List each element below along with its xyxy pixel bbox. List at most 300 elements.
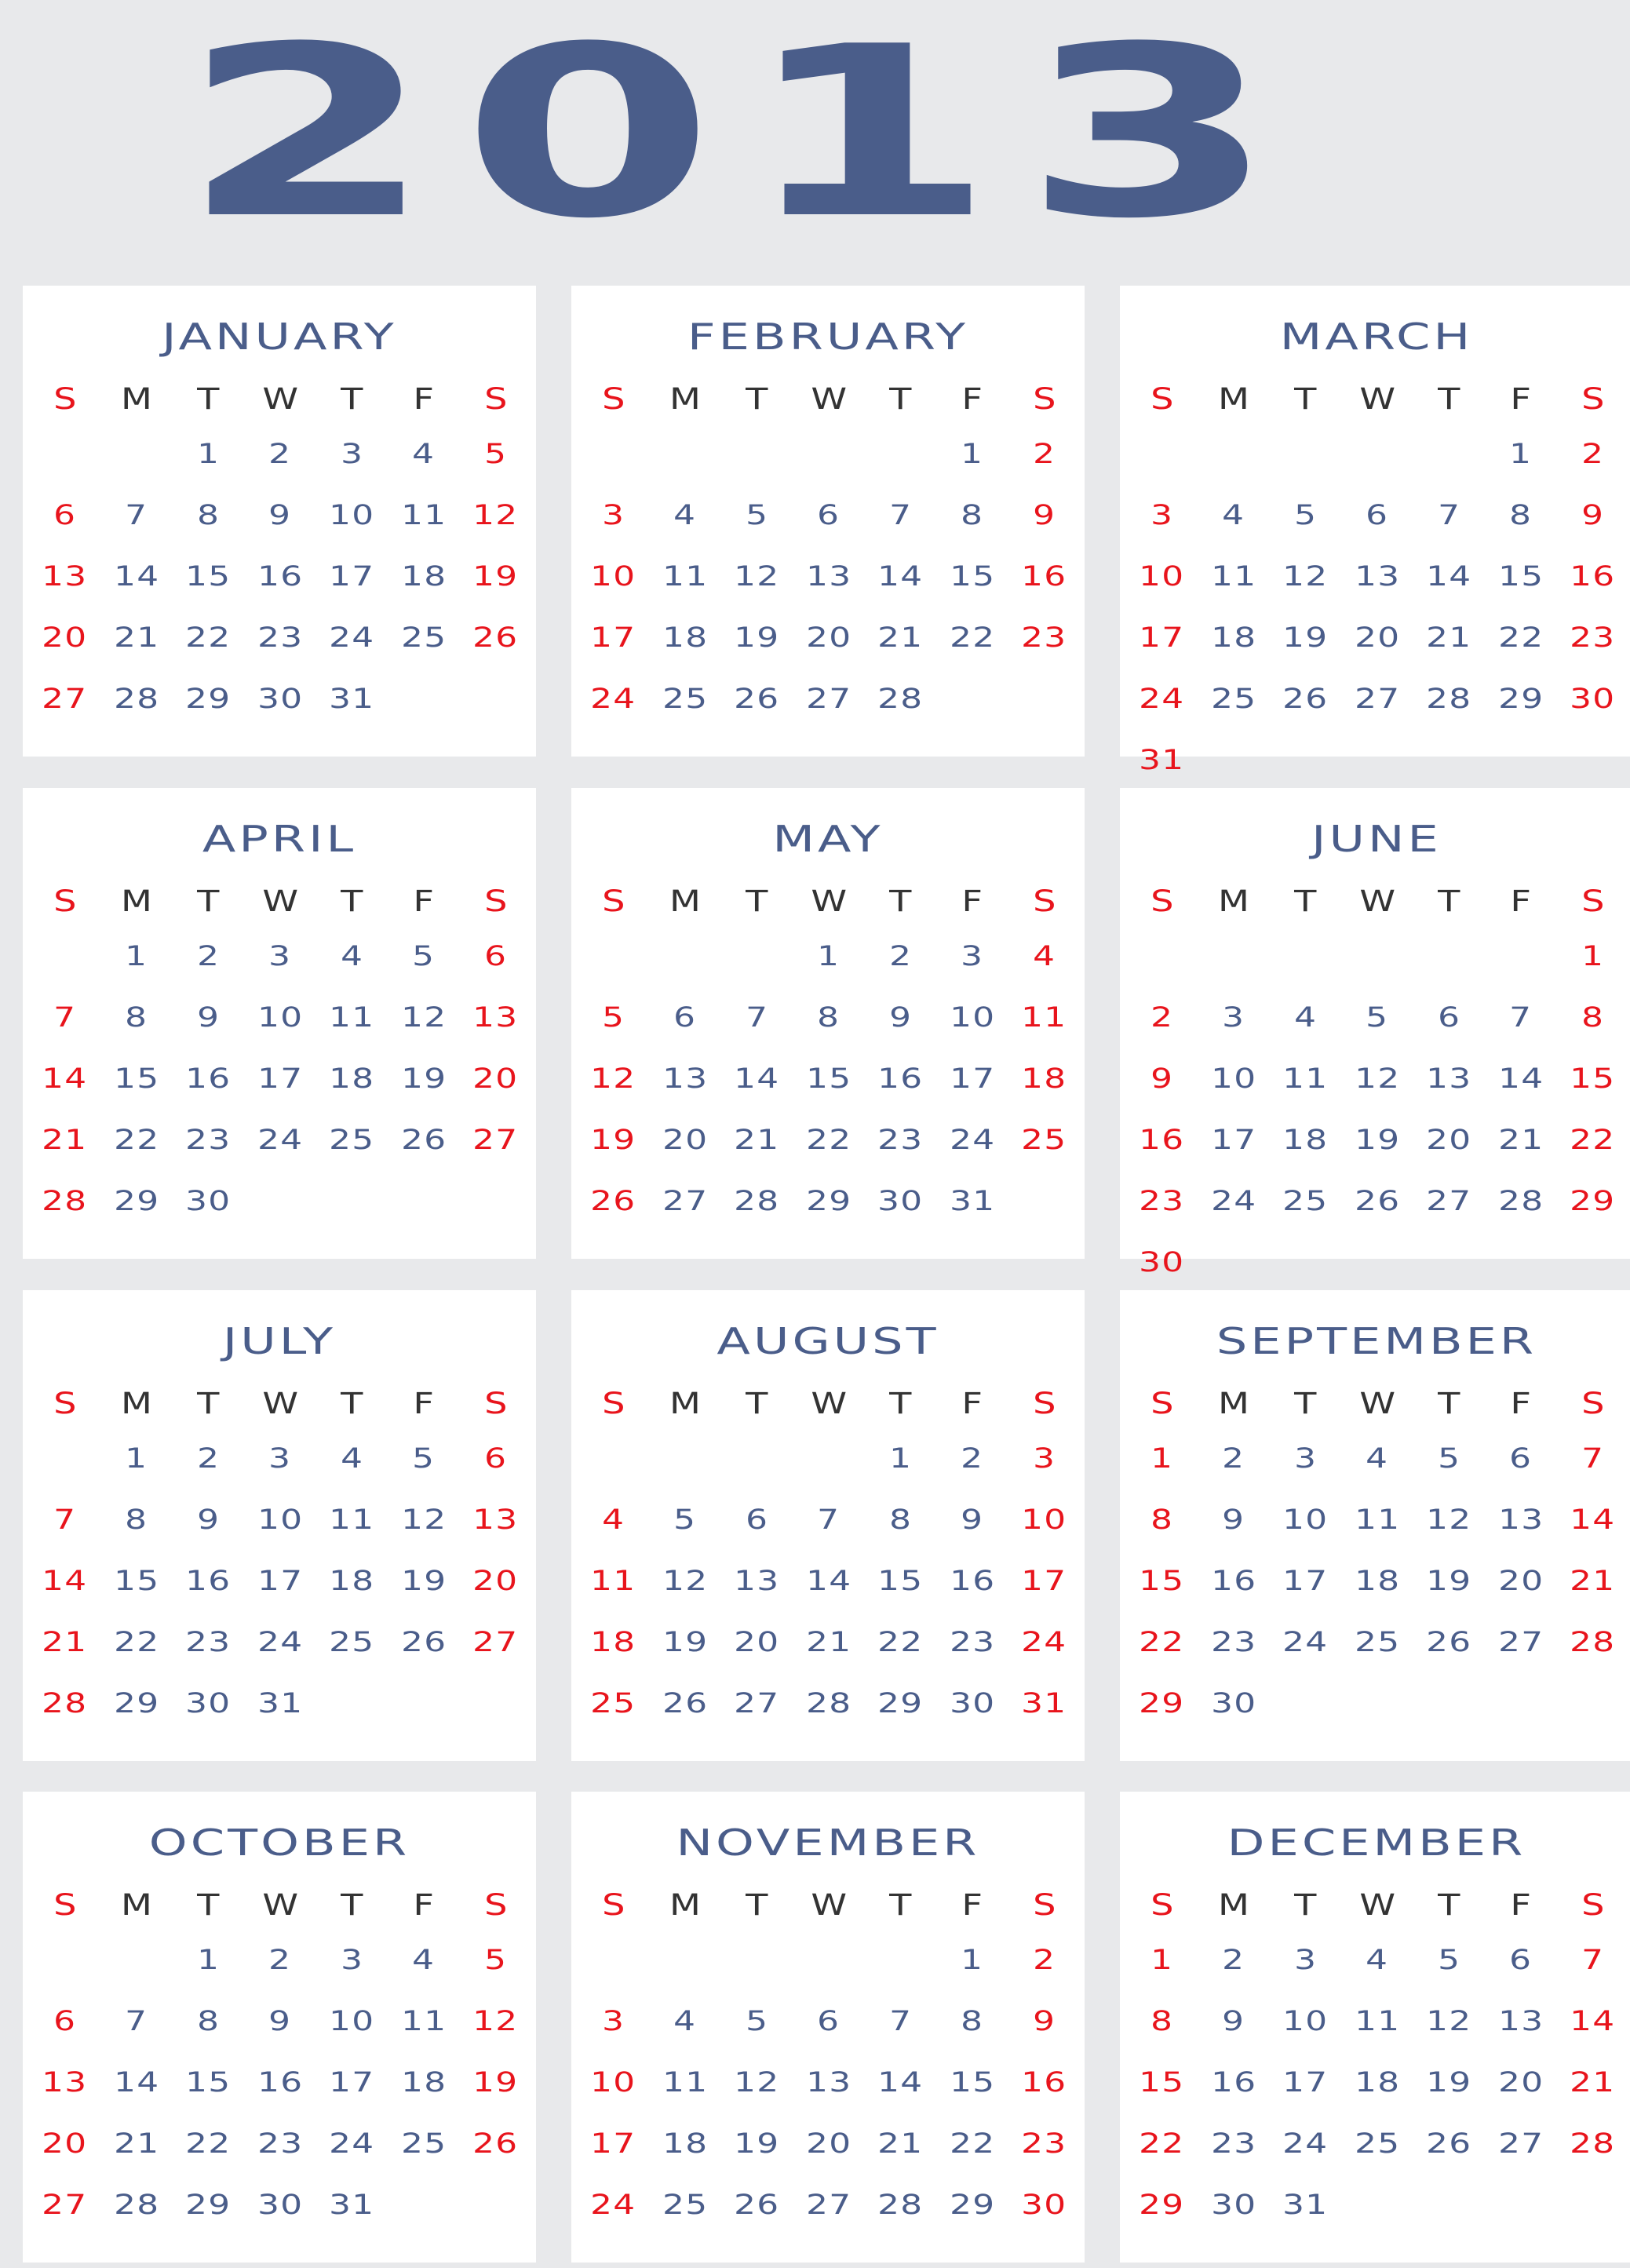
week-row xyxy=(1126,1110,1628,1171)
day-cell: 19 xyxy=(1354,1125,1401,1156)
day-cell: 11 xyxy=(1354,2006,1401,2037)
empty-cell xyxy=(29,1428,100,1490)
day-cell: 29 xyxy=(114,1688,160,1719)
empty-cell xyxy=(460,1673,531,1734)
day-cell: 30 xyxy=(1139,1247,1185,1278)
day-cell: 21 xyxy=(114,622,160,654)
day-cell: 16 xyxy=(1570,561,1616,593)
week-row xyxy=(1126,1232,1628,1293)
weekday-header: S xyxy=(1150,1386,1174,1420)
day-cell: 7 xyxy=(888,2006,912,2037)
week-row xyxy=(578,1930,1080,1991)
day-cell: 24 xyxy=(1139,684,1185,715)
day-grid xyxy=(1126,1378,1628,1734)
day-cell: 22 xyxy=(1139,1627,1185,1658)
empty-cell xyxy=(1413,1232,1485,1293)
week-row xyxy=(578,1428,1080,1490)
day-cell: 14 xyxy=(877,561,924,593)
day-cell: 23 xyxy=(185,1125,232,1156)
day-cell: 9 xyxy=(268,2006,292,2037)
day-cell: 25 xyxy=(1282,1186,1329,1217)
day-cell: 7 xyxy=(53,1002,77,1034)
month-name: AUGUST xyxy=(717,1320,939,1362)
weekday-header-row xyxy=(1126,876,1628,926)
empty-cell xyxy=(388,669,459,730)
day-cell: 21 xyxy=(1570,2067,1616,2098)
day-cell: 9 xyxy=(1581,500,1604,531)
month-name: SEPTEMBER xyxy=(1216,1320,1537,1362)
day-cell: 13 xyxy=(472,1002,519,1034)
day-cell: 23 xyxy=(185,1627,232,1658)
day-cell: 23 xyxy=(949,1627,995,1658)
day-cell: 25 xyxy=(1211,684,1257,715)
day-cell: 15 xyxy=(1139,1566,1185,1597)
day-cell: 8 xyxy=(961,2006,984,2037)
day-cell: 11 xyxy=(662,2067,709,2098)
weekday-header: T xyxy=(746,884,768,918)
weekday-header-row xyxy=(29,1378,531,1428)
day-cell: 2 xyxy=(268,439,292,470)
week-row xyxy=(29,424,531,485)
weekday-header: F xyxy=(961,381,983,416)
day-grid xyxy=(29,1378,531,1734)
day-cell: 23 xyxy=(1211,2128,1257,2160)
weekday-header: T xyxy=(889,1887,912,1922)
day-cell: 5 xyxy=(745,2006,769,2037)
empty-cell xyxy=(1270,730,1341,791)
day-cell: 5 xyxy=(1437,1443,1460,1475)
weekday-header: S xyxy=(1581,381,1604,416)
weekday-header: W xyxy=(1359,1887,1395,1922)
empty-cell xyxy=(793,424,864,485)
day-cell: 21 xyxy=(734,1125,780,1156)
day-cell: 11 xyxy=(662,561,709,593)
day-cell: 13 xyxy=(1354,561,1401,593)
day-cell: 5 xyxy=(1366,1002,1389,1034)
empty-cell xyxy=(1126,926,1198,987)
day-cell: 2 xyxy=(888,941,912,972)
day-cell: 19 xyxy=(734,622,780,654)
day-cell: 14 xyxy=(877,2067,924,2098)
day-cell: 20 xyxy=(734,1627,780,1658)
month-card-august xyxy=(571,1290,1085,1761)
day-cell: 21 xyxy=(114,2128,160,2160)
day-cell: 22 xyxy=(185,622,232,654)
day-cell: 14 xyxy=(734,1063,780,1095)
day-cell: 15 xyxy=(114,1063,160,1095)
day-cell: 14 xyxy=(1570,1504,1616,1536)
day-cell: 18 xyxy=(662,2128,709,2160)
day-cell: 9 xyxy=(196,1504,221,1536)
day-cell: 16 xyxy=(1139,1125,1185,1156)
day-cell: 10 xyxy=(257,1002,304,1034)
day-cell: 6 xyxy=(673,1002,697,1034)
day-cell: 28 xyxy=(42,1688,88,1719)
day-grid xyxy=(578,1378,1080,1734)
weekday-header-row xyxy=(578,1880,1080,1930)
day-cell: 20 xyxy=(805,622,852,654)
week-row xyxy=(1126,730,1628,791)
weekday-header: F xyxy=(1510,1386,1532,1420)
day-cell: 19 xyxy=(734,2128,780,2160)
weekday-header: W xyxy=(262,884,298,918)
empty-cell xyxy=(578,1428,649,1490)
day-cell: 25 xyxy=(590,1688,636,1719)
day-cell: 11 xyxy=(590,1566,636,1597)
day-cell: 22 xyxy=(185,2128,232,2160)
day-cell: 29 xyxy=(185,684,232,715)
week-row xyxy=(29,1428,531,1490)
day-cell: 19 xyxy=(1426,1566,1472,1597)
weekday-header-row xyxy=(578,1378,1080,1428)
weekday-header: W xyxy=(1359,381,1395,416)
day-cell: 24 xyxy=(329,622,375,654)
day-cell: 15 xyxy=(1570,1063,1616,1095)
day-cell: 19 xyxy=(400,1063,447,1095)
day-cell: 12 xyxy=(662,1566,709,1597)
weekday-header: T xyxy=(197,1887,220,1922)
day-cell: 6 xyxy=(53,2006,77,2037)
day-cell: 7 xyxy=(888,500,912,531)
day-cell: 6 xyxy=(1509,1945,1533,1976)
day-cell: 16 xyxy=(1021,561,1067,593)
day-cell: 23 xyxy=(877,1125,924,1156)
weekday-header: S xyxy=(483,1887,507,1922)
day-cell: 16 xyxy=(1211,1566,1257,1597)
weekday-header-row xyxy=(29,374,531,424)
day-cell: 11 xyxy=(1021,1002,1067,1034)
day-cell: 16 xyxy=(257,2067,304,2098)
day-cell: 29 xyxy=(1570,1186,1616,1217)
empty-cell xyxy=(1270,1232,1341,1293)
day-cell: 6 xyxy=(817,500,841,531)
day-grid xyxy=(578,374,1080,730)
day-cell: 1 xyxy=(1150,1443,1174,1475)
day-cell: 9 xyxy=(961,1504,984,1536)
day-cell: 24 xyxy=(1211,1186,1257,1217)
month-card-july xyxy=(23,1290,536,1761)
day-cell: 9 xyxy=(1222,1504,1245,1536)
month-card-june xyxy=(1120,788,1630,1278)
weekday-header: M xyxy=(669,381,702,416)
empty-cell xyxy=(1198,926,1269,987)
day-cell: 19 xyxy=(400,1566,447,1597)
day-cell: 4 xyxy=(412,1945,436,1976)
week-row xyxy=(1126,2052,1628,2113)
day-cell: 31 xyxy=(1021,1688,1067,1719)
week-row xyxy=(578,669,1080,730)
day-cell: 21 xyxy=(1570,1566,1616,1597)
day-cell: 10 xyxy=(590,2067,636,2098)
week-row xyxy=(578,2175,1080,2236)
day-cell: 1 xyxy=(1150,1945,1174,1976)
weekday-header: T xyxy=(341,1887,363,1922)
week-row xyxy=(29,1612,531,1673)
weekday-header: F xyxy=(961,884,983,918)
week-row xyxy=(29,1930,531,1991)
month-card-may xyxy=(571,788,1085,1259)
weekday-header: S xyxy=(1032,381,1056,416)
day-cell: 20 xyxy=(1497,2067,1544,2098)
day-cell: 9 xyxy=(268,500,292,531)
day-cell: 15 xyxy=(114,1566,160,1597)
empty-cell xyxy=(649,424,720,485)
day-cell: 1 xyxy=(961,439,984,470)
weekday-header: F xyxy=(413,1887,435,1922)
week-row xyxy=(578,1551,1080,1612)
empty-cell xyxy=(29,926,100,987)
weekday-header: W xyxy=(262,1887,298,1922)
week-row xyxy=(1126,1551,1628,1612)
day-cell: 28 xyxy=(805,1688,852,1719)
day-cell: 4 xyxy=(1222,500,1245,531)
week-row xyxy=(1126,1428,1628,1490)
year-title: 2013 xyxy=(180,0,1304,270)
day-cell: 30 xyxy=(185,1186,232,1217)
day-cell: 18 xyxy=(329,1063,375,1095)
weekday-header: S xyxy=(53,1887,77,1922)
weekday-header-row xyxy=(1126,1378,1628,1428)
day-cell: 26 xyxy=(472,622,519,654)
week-row xyxy=(1126,1048,1628,1110)
empty-cell xyxy=(1413,2175,1485,2236)
weekday-header-row xyxy=(1126,1880,1628,1930)
day-cell: 13 xyxy=(42,561,88,593)
day-cell: 2 xyxy=(1222,1945,1245,1976)
day-cell: 28 xyxy=(114,684,160,715)
day-cell: 16 xyxy=(949,1566,995,1597)
empty-cell xyxy=(244,1171,315,1232)
weekday-header: S xyxy=(1032,884,1056,918)
week-row xyxy=(578,987,1080,1048)
empty-cell xyxy=(1008,1171,1080,1232)
day-cell: 3 xyxy=(268,941,292,972)
day-cell: 6 xyxy=(745,1504,769,1536)
day-cell: 30 xyxy=(257,2190,304,2221)
day-cell: 26 xyxy=(590,1186,636,1217)
day-cell: 8 xyxy=(961,500,984,531)
day-cell: 17 xyxy=(1282,1566,1329,1597)
week-row xyxy=(578,607,1080,669)
month-card-september xyxy=(1120,1290,1630,1761)
day-cell: 21 xyxy=(42,1125,88,1156)
day-cell: 8 xyxy=(888,1504,912,1536)
day-cell: 17 xyxy=(257,1063,304,1095)
weekday-header: T xyxy=(197,1386,220,1420)
month-card-october xyxy=(23,1792,536,2263)
week-row xyxy=(29,1490,531,1551)
day-cell: 5 xyxy=(483,1945,507,1976)
week-row xyxy=(1126,424,1628,485)
day-grid xyxy=(578,876,1080,1232)
day-cell: 25 xyxy=(400,622,447,654)
weekday-header: M xyxy=(1218,1386,1250,1420)
day-cell: 28 xyxy=(877,684,924,715)
weekday-header: W xyxy=(811,884,847,918)
empty-cell xyxy=(1557,730,1628,791)
day-cell: 18 xyxy=(1354,2067,1401,2098)
empty-cell xyxy=(316,1171,388,1232)
day-cell: 17 xyxy=(257,1566,304,1597)
week-row xyxy=(1126,1171,1628,1232)
weekday-header: F xyxy=(961,1887,983,1922)
day-cell: 27 xyxy=(42,684,88,715)
day-cell: 20 xyxy=(1426,1125,1472,1156)
day-cell: 30 xyxy=(1570,684,1616,715)
day-cell: 17 xyxy=(329,2067,375,2098)
day-cell: 22 xyxy=(877,1627,924,1658)
week-row xyxy=(578,1991,1080,2052)
day-cell: 12 xyxy=(400,1002,447,1034)
month-card-march xyxy=(1120,286,1630,776)
weekday-header: F xyxy=(1510,381,1532,416)
day-cell: 27 xyxy=(472,1627,519,1658)
day-cell: 20 xyxy=(1497,1566,1544,1597)
weekday-header: S xyxy=(1581,1386,1604,1420)
empty-cell xyxy=(578,1930,649,1991)
day-cell: 14 xyxy=(42,1063,88,1095)
day-cell: 3 xyxy=(602,2006,625,2037)
empty-cell xyxy=(865,1930,936,1991)
day-cell: 7 xyxy=(817,1504,841,1536)
day-cell: 28 xyxy=(1570,1627,1616,1658)
day-cell: 25 xyxy=(1354,1627,1401,1658)
empty-cell xyxy=(1341,2175,1413,2236)
week-row xyxy=(29,607,531,669)
weekday-header: T xyxy=(746,381,768,416)
weekday-header: T xyxy=(1294,1887,1317,1922)
day-cell: 5 xyxy=(1293,500,1318,531)
weekday-header: T xyxy=(1294,1386,1317,1420)
day-cell: 18 xyxy=(1282,1125,1329,1156)
day-cell: 11 xyxy=(400,500,447,531)
weekday-header: F xyxy=(1510,1887,1532,1922)
weekday-header: T xyxy=(341,1386,363,1420)
empty-cell xyxy=(1341,424,1413,485)
week-row xyxy=(1126,1930,1628,1991)
empty-cell xyxy=(1270,1673,1341,1734)
empty-cell xyxy=(1341,926,1413,987)
day-cell: 9 xyxy=(1032,500,1056,531)
day-cell: 22 xyxy=(1497,622,1544,654)
day-cell: 8 xyxy=(196,2006,221,2037)
week-row xyxy=(578,546,1080,607)
day-cell: 27 xyxy=(662,1186,709,1217)
day-cell: 7 xyxy=(125,2006,148,2037)
day-cell: 5 xyxy=(602,1002,625,1034)
weekday-header: S xyxy=(483,1386,507,1420)
day-cell: 9 xyxy=(1222,2006,1245,2037)
week-row xyxy=(578,2113,1080,2175)
day-cell: 12 xyxy=(472,500,519,531)
day-cell: 7 xyxy=(125,500,148,531)
day-cell: 5 xyxy=(1437,1945,1460,1976)
day-cell: 17 xyxy=(329,561,375,593)
day-cell: 14 xyxy=(114,2067,160,2098)
day-cell: 25 xyxy=(1021,1125,1067,1156)
day-cell: 6 xyxy=(1509,1443,1533,1475)
day-cell: 7 xyxy=(1509,1002,1533,1034)
day-cell: 8 xyxy=(1150,2006,1174,2037)
month-name: APRIL xyxy=(202,818,357,860)
day-cell: 29 xyxy=(114,1186,160,1217)
week-row xyxy=(578,1612,1080,1673)
empty-cell xyxy=(388,2175,459,2236)
day-cell: 19 xyxy=(1282,622,1329,654)
empty-cell xyxy=(936,669,1008,730)
weekday-header: S xyxy=(602,1887,625,1922)
day-cell: 27 xyxy=(1354,684,1401,715)
week-row xyxy=(578,424,1080,485)
weekday-header-row xyxy=(578,374,1080,424)
day-cell: 21 xyxy=(805,1627,852,1658)
day-cell: 18 xyxy=(1354,1566,1401,1597)
day-cell: 2 xyxy=(1150,1002,1174,1034)
day-cell: 8 xyxy=(125,1002,148,1034)
weekday-header: T xyxy=(889,381,912,416)
day-grid xyxy=(29,374,531,730)
day-cell: 12 xyxy=(400,1504,447,1536)
day-cell: 26 xyxy=(400,1125,447,1156)
day-cell: 17 xyxy=(590,2128,636,2160)
weekday-header: W xyxy=(1359,1386,1395,1420)
month-name: JULY xyxy=(222,1320,337,1362)
weekday-header: S xyxy=(1150,1887,1174,1922)
day-cell: 30 xyxy=(877,1186,924,1217)
weekday-header-row xyxy=(1126,374,1628,424)
day-cell: 7 xyxy=(53,1504,77,1536)
week-row xyxy=(1126,546,1628,607)
day-cell: 20 xyxy=(42,622,88,654)
empty-cell xyxy=(1270,926,1341,987)
weekday-header: S xyxy=(1150,884,1174,918)
week-row xyxy=(29,987,531,1048)
day-cell: 11 xyxy=(1354,1504,1401,1536)
weekday-header-row xyxy=(578,876,1080,926)
day-cell: 22 xyxy=(949,2128,995,2160)
day-cell: 29 xyxy=(805,1186,852,1217)
day-cell: 10 xyxy=(590,561,636,593)
day-cell: 24 xyxy=(257,1627,304,1658)
weekday-header: T xyxy=(1438,1887,1460,1922)
day-cell: 20 xyxy=(662,1125,709,1156)
weekday-header: F xyxy=(961,1386,983,1420)
day-cell: 19 xyxy=(590,1125,636,1156)
day-cell: 24 xyxy=(590,684,636,715)
day-cell: 24 xyxy=(949,1125,995,1156)
week-row xyxy=(29,546,531,607)
day-cell: 10 xyxy=(257,1504,304,1536)
day-cell: 8 xyxy=(196,500,221,531)
month-card-november xyxy=(571,1792,1085,2263)
weekday-header: T xyxy=(197,381,220,416)
day-cell: 27 xyxy=(1497,2128,1544,2160)
day-cell: 26 xyxy=(400,1627,447,1658)
week-row xyxy=(1126,607,1628,669)
day-cell: 23 xyxy=(1570,622,1616,654)
day-cell: 21 xyxy=(1497,1125,1544,1156)
day-cell: 13 xyxy=(472,1504,519,1536)
empty-cell xyxy=(1341,730,1413,791)
empty-cell xyxy=(460,2175,531,2236)
day-cell: 18 xyxy=(662,622,709,654)
day-cell: 14 xyxy=(114,561,160,593)
day-cell: 28 xyxy=(734,1186,780,1217)
empty-cell xyxy=(388,1171,459,1232)
day-cell: 1 xyxy=(961,1945,984,1976)
week-row xyxy=(29,1991,531,2052)
day-cell: 8 xyxy=(817,1002,841,1034)
